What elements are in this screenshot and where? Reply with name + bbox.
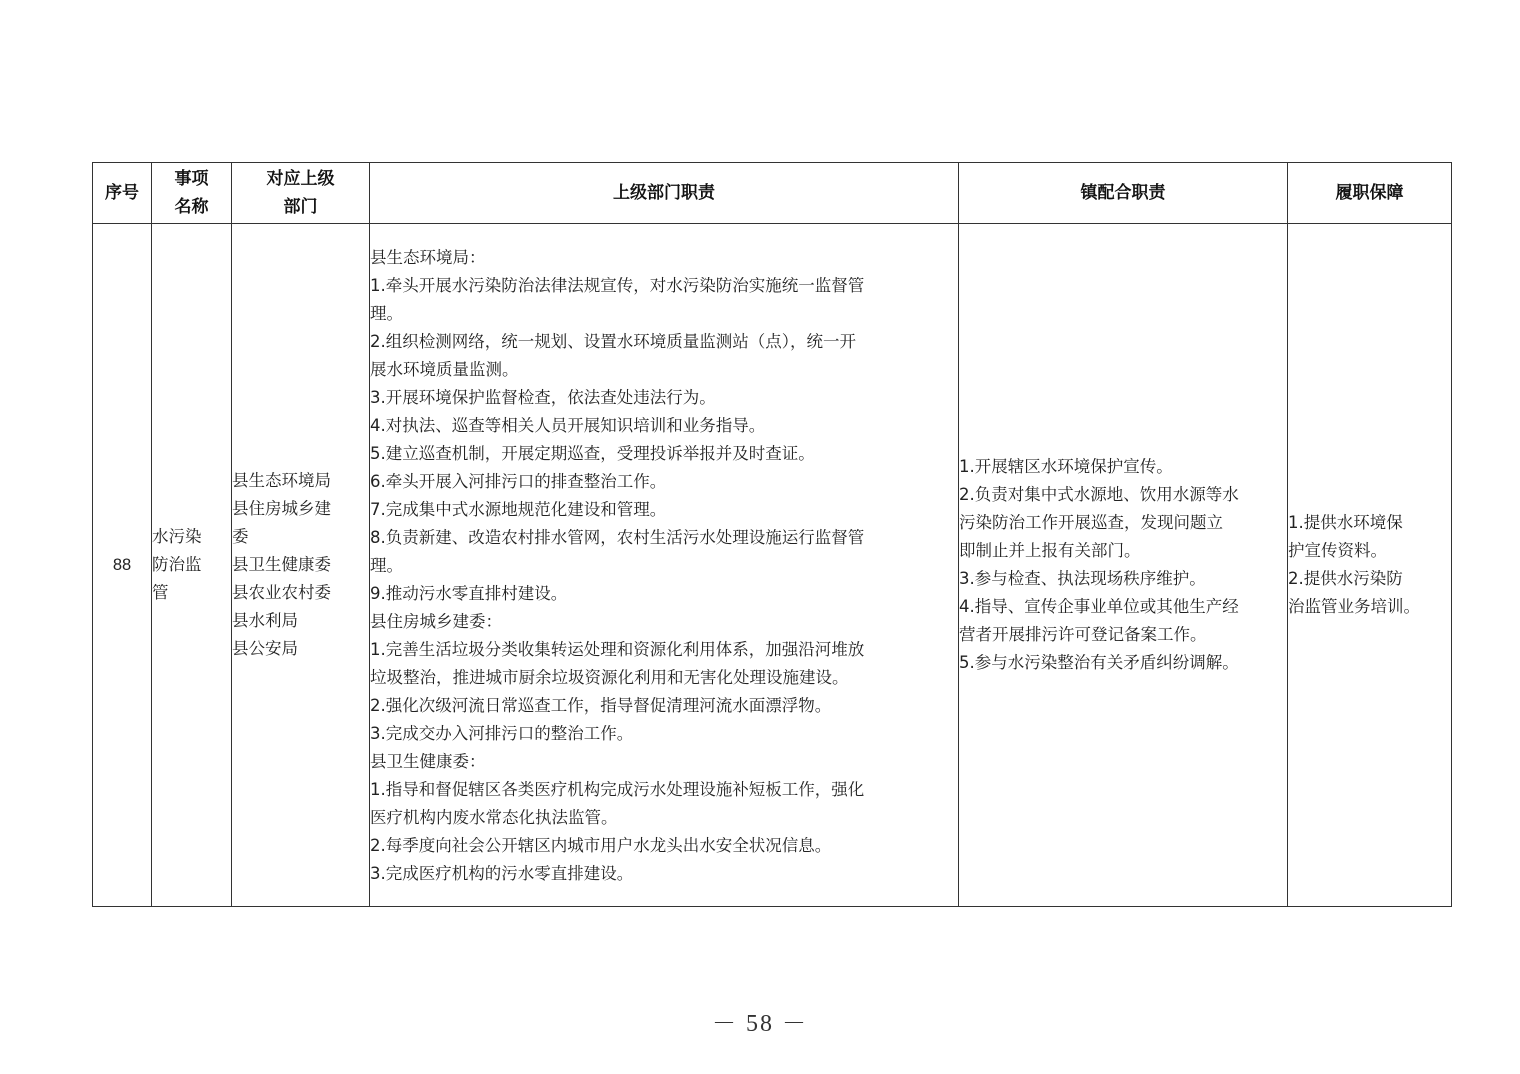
upper-duty-line: 2.强化次级河流日常巡查工作，指导督促清理河流水面漂浮物。 [370,696,832,715]
upper-duty-line: 8.负责新建、改造农村排水管网，农村生活污水处理设施运行监督管 [370,528,865,547]
guarantee-line: 2.提供水污染防 [1288,569,1403,588]
department-line: 县农业农村委 [232,583,331,602]
row-item-name [152,224,232,907]
department-line: 县住房城乡建 [232,499,331,518]
department-line: 县卫生健康委 [232,555,331,574]
row-town-duties [959,224,1288,907]
upper-duty-line: 医疗机构内废水常态化执法监管。 [370,808,618,827]
department-line: 委 [232,527,249,546]
upper-duty-line: 5.建立巡查机制，开展定期巡查，受理投诉举报并及时查证。 [370,444,815,463]
upper-duty-line: 县卫生健康委： [370,752,486,771]
header-town-duties: 镇配合职责 [959,163,1288,224]
upper-duty-line: 垃圾整治，推进城市厨余垃圾资源化利用和无害化处理设施建设。 [370,668,849,687]
town-duty-line: 4.指导、宣传企事业单位或其他生产经 [959,597,1239,616]
upper-duty-line: 7.完成集中式水源地规范化建设和管理。 [370,500,667,519]
header-upper-duties: 上级部门职责 [370,163,959,224]
header-item-name [152,163,232,224]
upper-duty-line: 1.指导和督促辖区各类医疗机构完成污水处理设施补短板工作，强化 [370,780,865,799]
row-upper-duties [370,224,959,907]
upper-duty-line: 3.完成交办入河排污口的整治工作。 [370,724,634,743]
row-seq: 88 [93,224,152,907]
town-duty-line: 即制止并上报有关部门。 [959,541,1141,560]
item-name-line: 防治监 [152,555,202,574]
town-duty-line: 3.参与检查、执法现场秩序维护。 [959,569,1206,588]
header-department-line: 部门 [283,197,318,217]
guarantee-line: 护宣传资料。 [1288,541,1387,560]
upper-duty-line: 1.完善生活垃圾分类收集转运处理和资源化利用体系，加强沿河堆放 [370,640,865,659]
upper-duty-line: 展水环境质量监测。 [370,360,519,379]
header-item-name-line: 事项 [174,169,209,189]
town-duty-line: 2.负责对集中式水源地、饮用水源等水 [959,485,1239,504]
town-duty-line: 污染防治工作开展巡查，发现问题立 [959,513,1223,532]
row-departments [232,224,370,907]
item-name-line: 管 [152,583,169,602]
row-guarantee [1288,224,1452,907]
upper-duty-line: 理。 [370,556,403,575]
upper-duty-line: 3.开展环境保护监督检查，依法查处违法行为。 [370,388,716,407]
header-guarantee: 履职保障 [1288,163,1452,224]
page-number: － 58 － [712,1011,808,1037]
upper-duty-line: 6.牵头开展入河排污口的排查整治工作。 [370,472,667,491]
table-header-row [93,163,1452,224]
upper-duty-line: 县生态环境局： [370,248,486,267]
item-name-line: 水污染 [152,527,202,546]
department-line: 县公安局 [232,639,298,658]
header-department [232,163,370,224]
department-line: 县水利局 [232,611,298,630]
department-line: 县生态环境局 [232,471,331,490]
header-seq: 序号 [93,163,152,224]
upper-duty-line: 1.牵头开展水污染防治法律法规宣传，对水污染防治实施统一监督管 [370,276,865,295]
guarantee-line: 1.提供水环境保 [1288,513,1403,532]
responsibility-table [92,162,1452,907]
header-department-line: 对应上级 [266,169,335,189]
upper-duty-line: 理。 [370,304,403,323]
table-row [93,224,1452,907]
town-duty-line: 1.开展辖区水环境保护宣传。 [959,457,1173,476]
upper-duty-line: 2.组织检测网络，统一规划、设置水环境质量监测站（点），统一开 [370,332,856,351]
upper-duty-line: 县住房城乡建委： [370,612,502,631]
header-item-name-line: 名称 [174,197,209,217]
town-duty-line: 营者开展排污许可登记备案工作。 [959,625,1207,644]
town-duty-line: 5.参与水污染整治有关矛盾纠纷调解。 [959,653,1239,672]
upper-duty-line: 2.每季度向社会公开辖区内城市用户水龙头出水安全状况信息。 [370,836,832,855]
upper-duty-line: 3.完成医疗机构的污水零直排建设。 [370,864,634,883]
guarantee-line: 治监管业务培训。 [1288,597,1420,616]
upper-duty-line: 9.推动污水零直排村建设。 [370,584,568,603]
upper-duty-line: 4.对执法、巡查等相关人员开展知识培训和业务指导。 [370,416,766,435]
